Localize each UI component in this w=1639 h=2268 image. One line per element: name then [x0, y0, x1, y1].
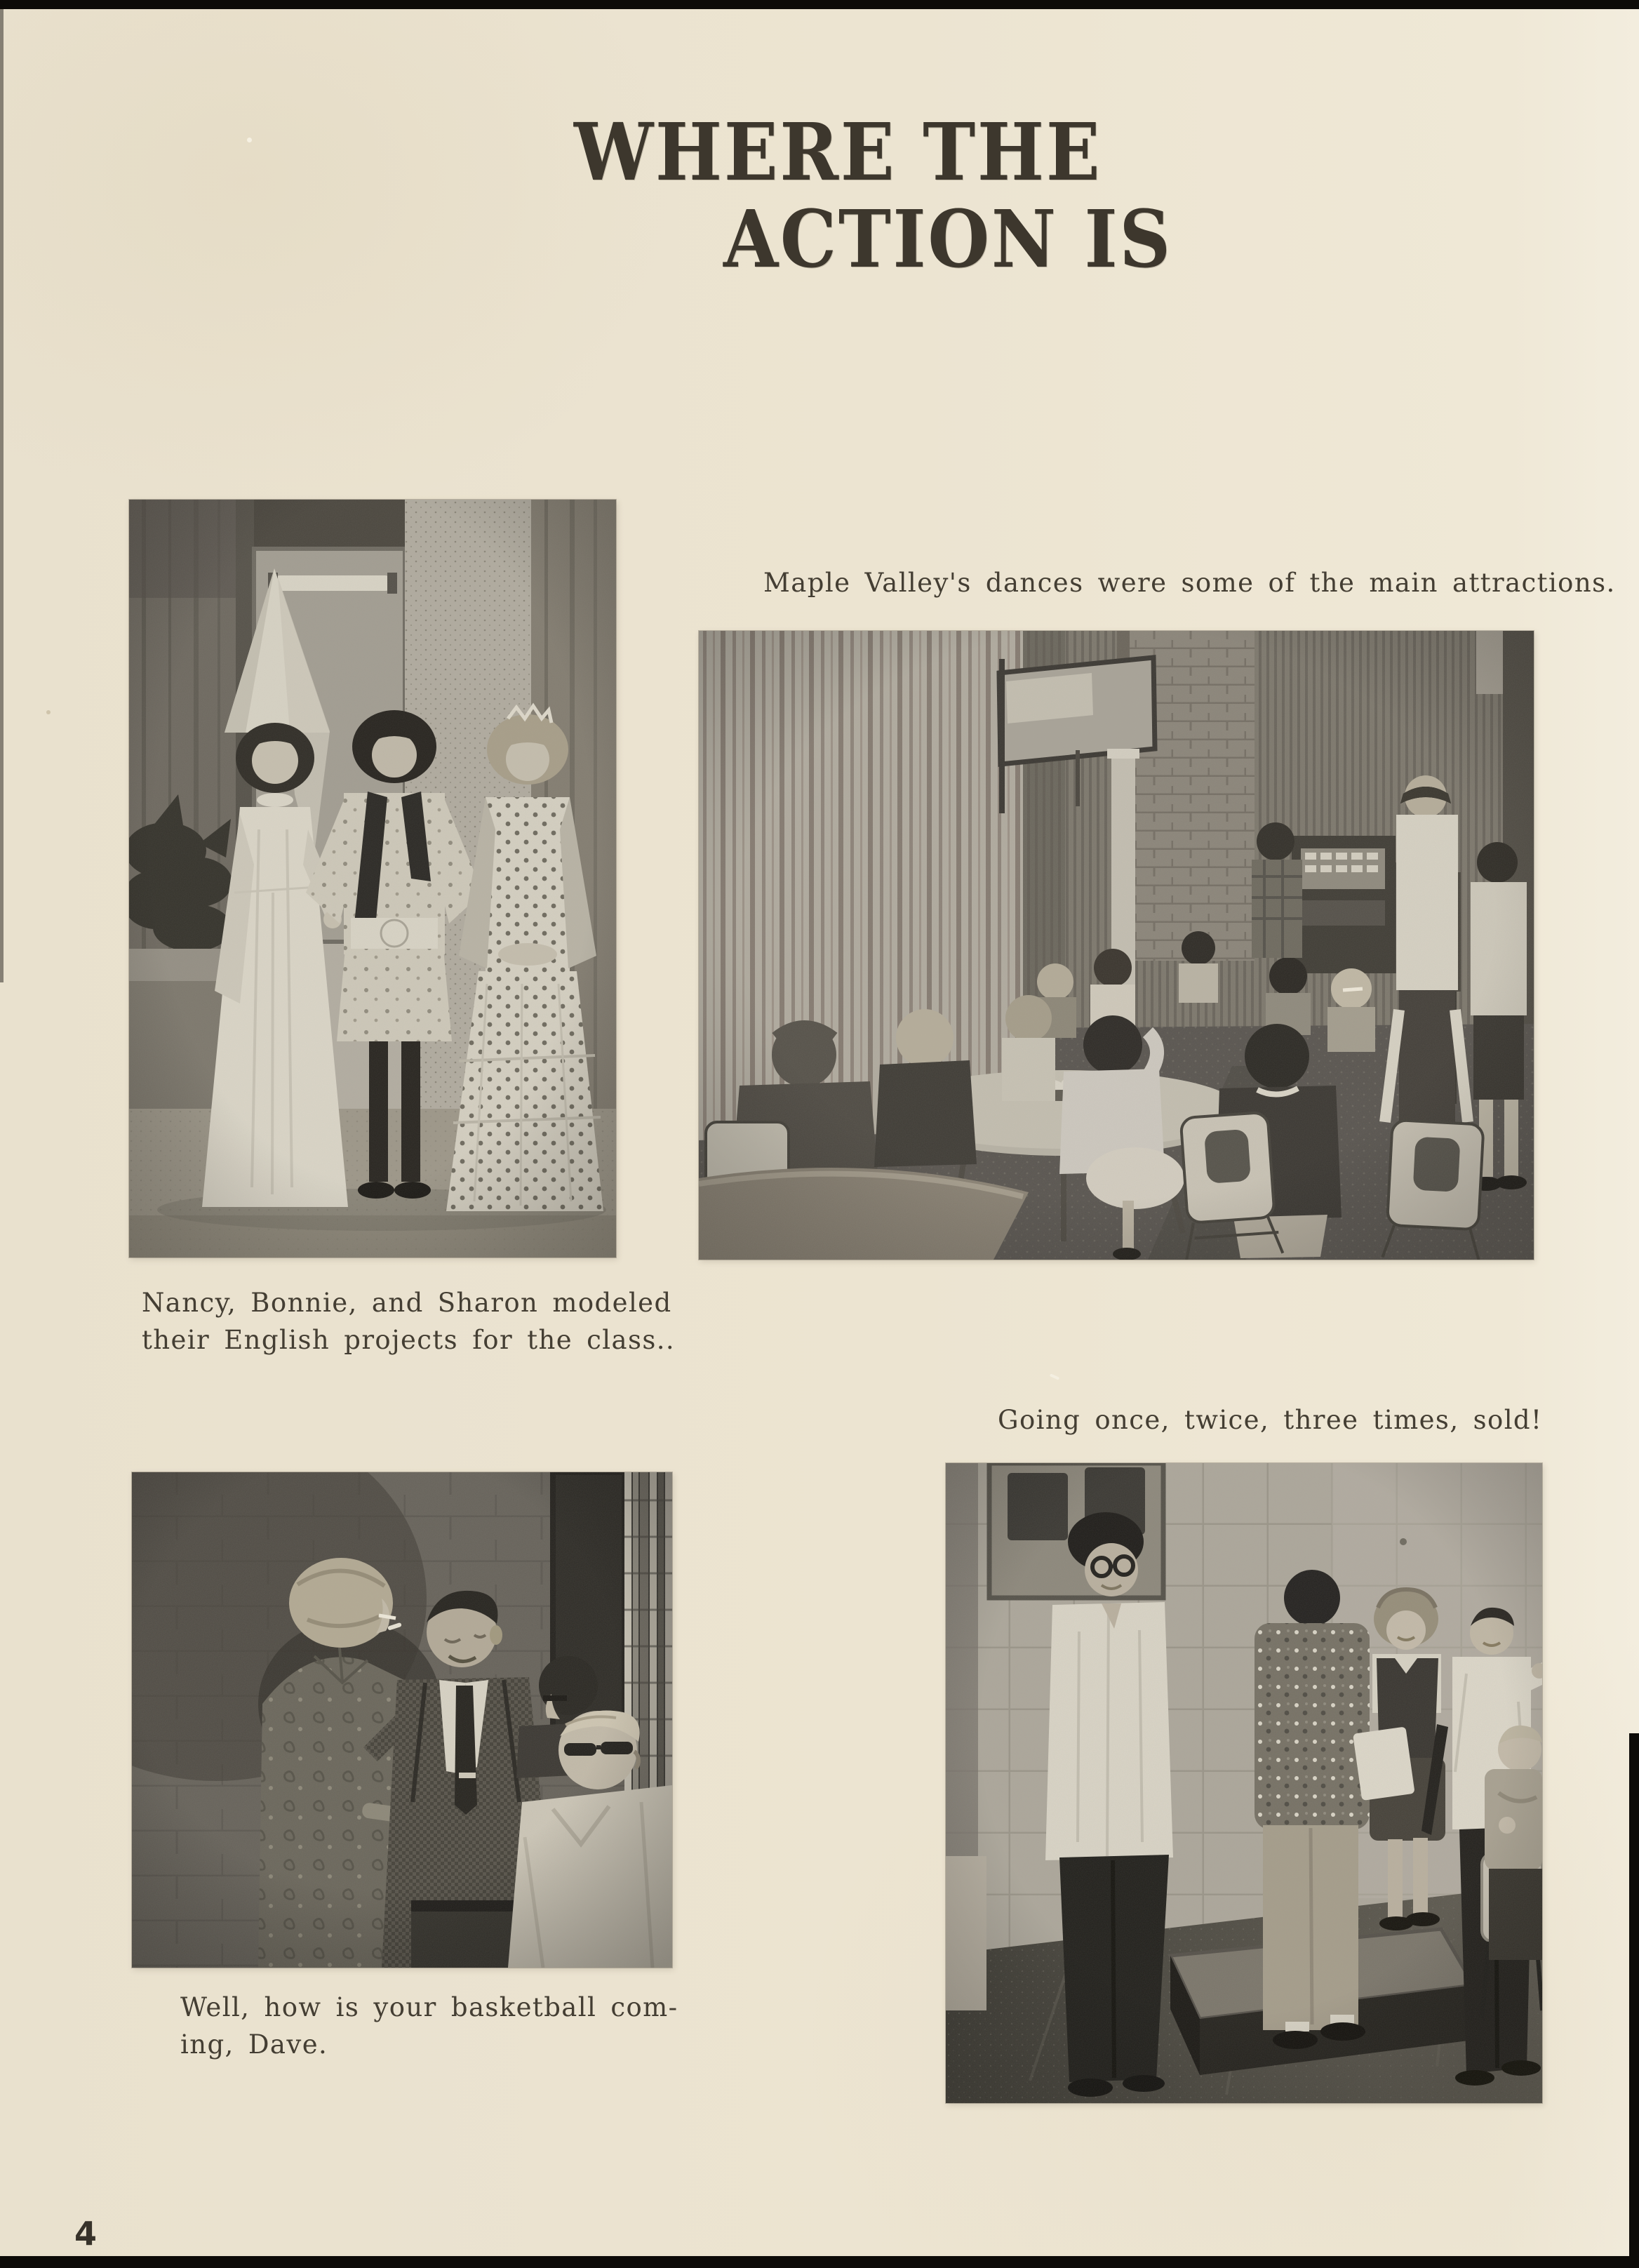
basketball-photo-image — [132, 1472, 672, 1968]
photo-auction — [946, 1463, 1542, 2103]
auction-photo-image — [946, 1463, 1542, 2103]
caption-costumes — [142, 1284, 675, 1359]
caption-costumes-line2: their English projects for the class.. — [142, 1325, 676, 1355]
caption-basketball — [180, 1989, 678, 2063]
caption-costumes-line1: Nancy, Bonnie, and Sharon modeled — [142, 1288, 672, 1318]
page-number: 4 — [74, 2215, 98, 2253]
scan-edge-bottom — [0, 2256, 1639, 2268]
scan-speck — [247, 138, 252, 142]
caption-auction: Going once, twice, three times, sold! — [998, 1405, 1543, 1435]
caption-dance: Maple Valley's dances were some of the main attractions. — [763, 568, 1616, 598]
caption-basketball-line2: ing, Dave. — [180, 2029, 328, 2060]
page-title-line1: WHERE THE — [574, 107, 1102, 199]
scan-edge-left — [0, 0, 4, 982]
dance-photo-image — [699, 631, 1534, 1260]
costumes-photo-image — [129, 500, 616, 1258]
scan-edge-top — [0, 0, 1639, 9]
photo-costumes — [129, 500, 616, 1258]
photo-dance — [699, 631, 1534, 1260]
photo-basketball — [132, 1472, 672, 1968]
scan-speck — [46, 710, 51, 714]
scan-crease — [1050, 1373, 1059, 1380]
caption-basketball-line1: Well, how is your basketball com- — [180, 1992, 678, 2022]
scan-edge-right — [1629, 1733, 1639, 2268]
page-title-line2: ACTION IS — [723, 194, 1172, 286]
